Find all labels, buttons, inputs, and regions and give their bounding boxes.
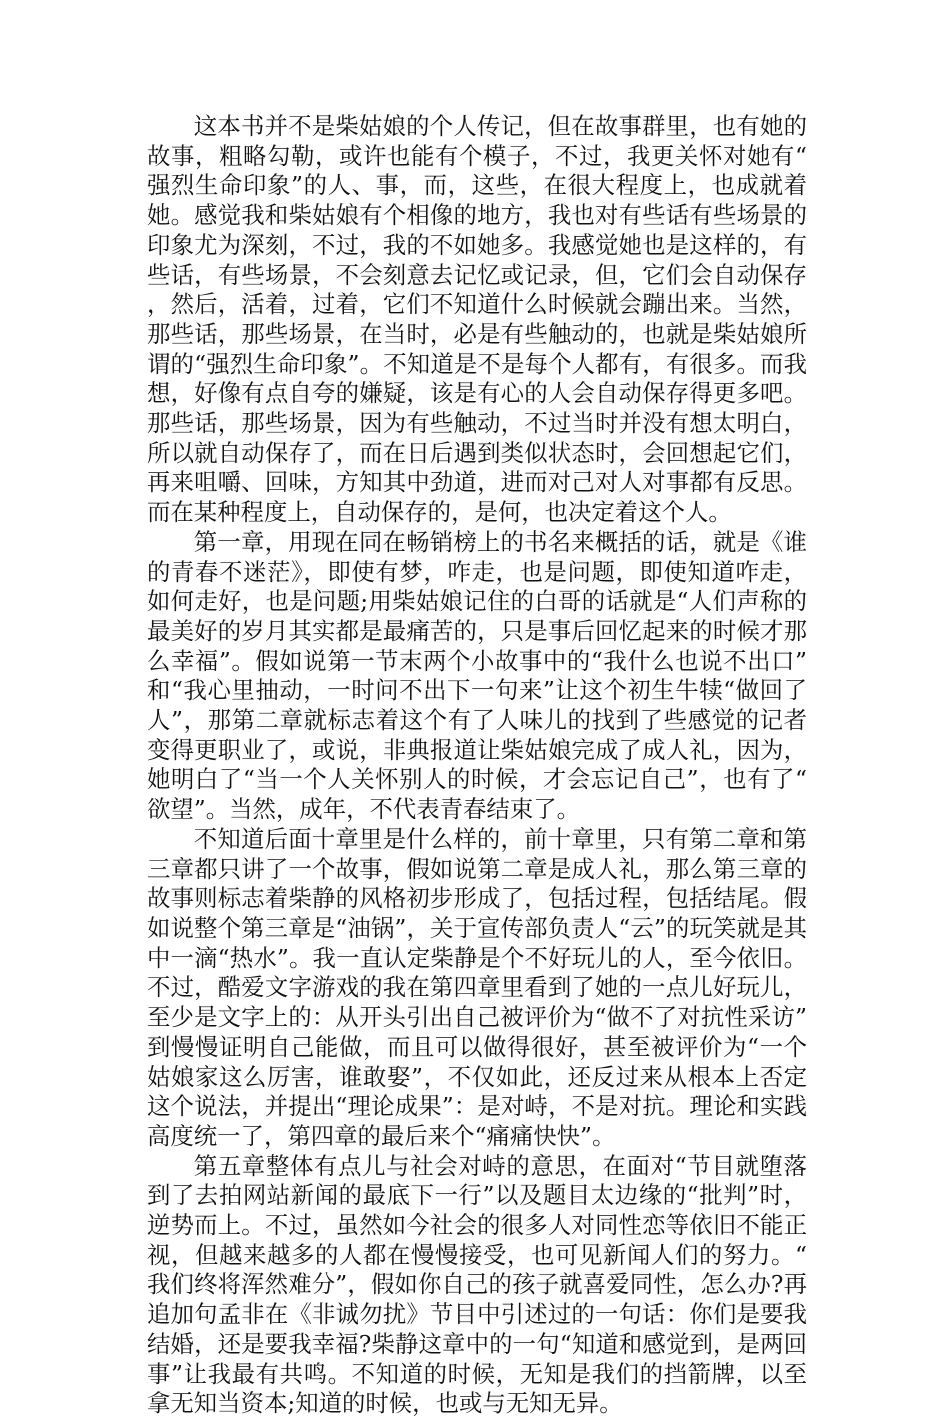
paragraph-2: 第一章，用现在同在畅销榜上的书名来概括的话，就是《谁的青春不迷茫》，即使有梦，咋走，也是问题，即使知道咋走，如何走好，也是问题;用柴姑娘记住的白哥的话就是“人们声称的最美好的岁月其实都是最痛苦的，只是事后回忆起来的时候才那么幸福”。假如说第一节末两个小故事中的“我什么也说不出口”和“我心里抽动，一时问不出下一句来”让这个初生牛犊“做回了人”，那第二章就标志着这个有了人味儿的找到了些感觉的记者变得更职业了，或说，非典报道让柴姑娘完成了成人礼，因为，她明白了“当一个人关怀别人的时候，才会忘记自己”，也有了“欲望”。当然，成年，不代表青春结束了。 [147, 527, 807, 824]
document-body [147, 112, 807, 1419]
paragraph-4: 第五章整体有点儿与社会对峙的意思，在面对“节目就堕落到了去拍网站新闻的最底下一行”以及题目太边缘的“批判”时，逆势而上。不过，虽然如今社会的很多人对同性恋等依旧不能正视，但越来越多的人都在慢慢接受，也可见新闻人们的努力。“我们终将浑然难分”，假如你自己的孩子就喜爱同性，怎么办?再追加句孟非在《非诚勿扰》节目中引述过的一句话：你们是要我结婚，还是要我幸福?柴静这章中的一句“知道和感觉到，是两回事”让我最有共鸣。不知道的时候，无知是我们的挡箭牌，以至拿无知当资本;知道的时候，也或与无知无异。 [147, 1151, 807, 1418]
paragraph-3: 不知道后面十章里是什么样的，前十章里，只有第二章和第三章都只讲了一个故事，假如说第二章是成人礼，那么第三章的故事则标志着柴静的风格初步形成了，包括过程，包括结尾。假如说整个第三章是“油锅”，关于宣传部负责人“云”的玩笑就是其中一滴“热水”。我一直认定柴静是个不好玩儿的人，至今依旧。不过，酷爱文字游戏的我在第四章里看到了她的一点儿好玩儿，至少是文字上的：从开头引出自己被评价为“做不了对抗性采访”到慢慢证明自己能做，而且可以做得很好，甚至被评价为“一个姑娘家这么厉害，谁敢娶”，不仅如此，还反过来从根本上否定这个说法，并提出“理论成果”：是对峙，不是对抗。理论和实践高度统一了，第四章的最后来个“痛痛快快”。 [147, 824, 807, 1150]
paragraph-1: 这本书并不是柴姑娘的个人传记，但在故事群里，也有她的故事，粗略勾勒，或许也能有个模子，不过，我更关怀对她有“强烈生命印象”的人、事，而，这些，在很大程度上，也成就着她。感觉我和柴姑娘有个相像的地方，我也对有些话有些场景的印象尤为深刻，不过，我的不如她多。我感觉她也是这样的，有些话，有些场景，不会刻意去记忆或记录，但，它们会自动保存，然后，活着，过着，它们不知道什么时候就会蹦出来。当然，那些话，那些场景，在当时，必是有些触动的，也就是柴姑娘所谓的“强烈生命印象”。不知道是不是每个人都有，有很多。而我想，好像有点自夸的嫌疑，该是有心的人会自动保存得更多吧。那些话，那些场景，因为有些触动，不过当时并没有想太明白，所以就自动保存了，而在日后遇到类似状态时，会回想起它们，再来咀嚼、回味，方知其中劲道，进而对己对人对事都有反思。而在某种程度上，自动保存的，是何，也决定着这个人。 [147, 112, 807, 527]
